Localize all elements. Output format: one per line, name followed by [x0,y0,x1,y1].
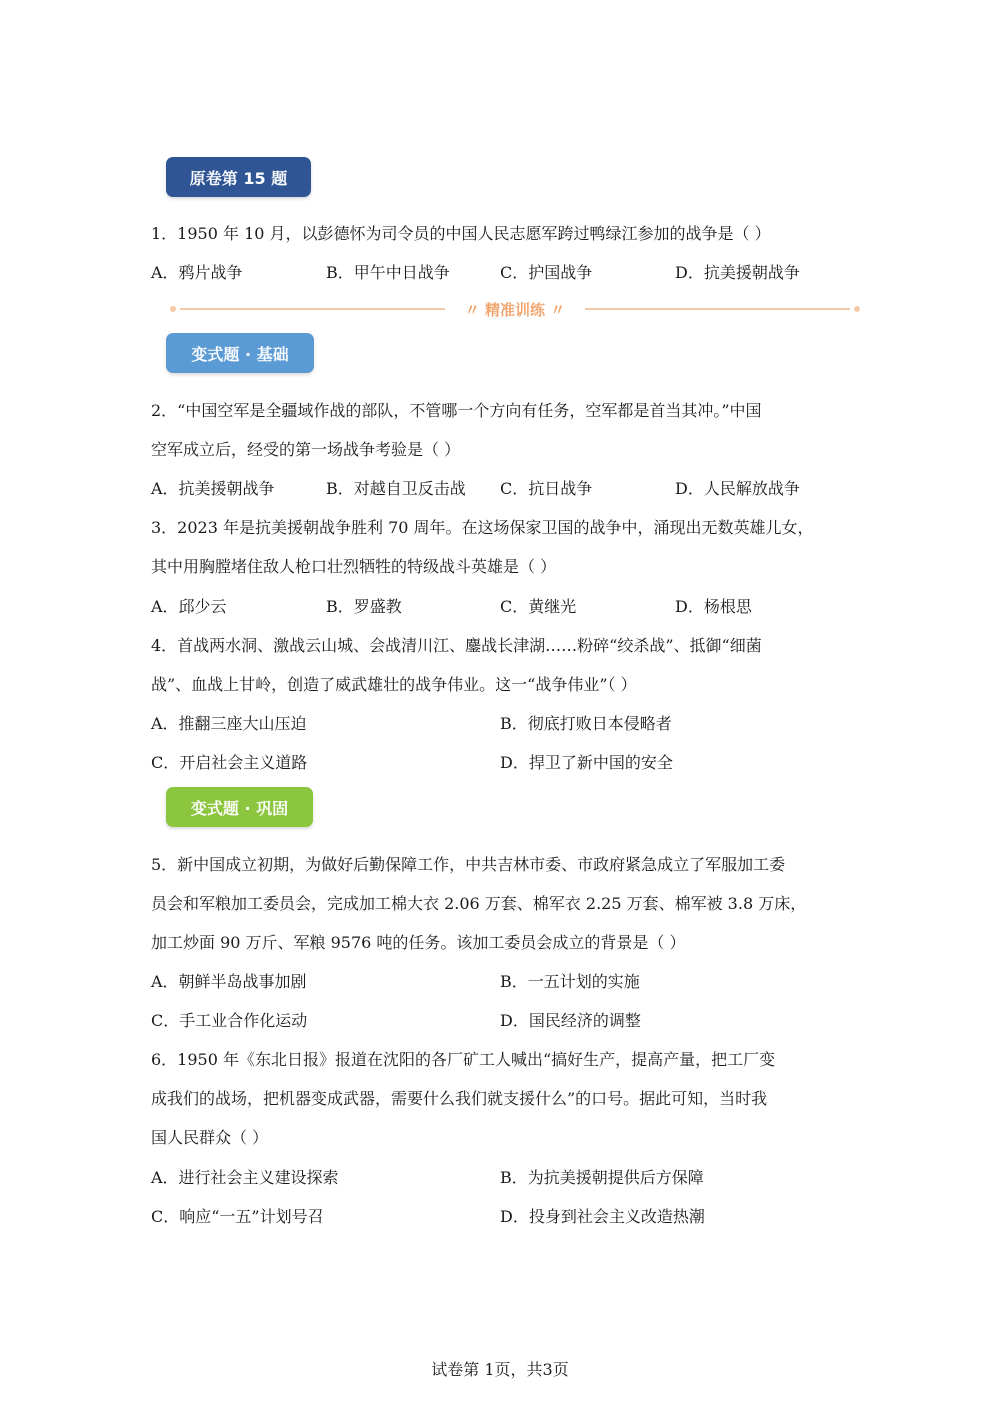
divider-line-right [585,308,850,310]
divider-label: 〃 精准训练 〃 [464,301,566,319]
q1-option-a: A．鸦片战争 [151,263,243,282]
q2-option-a: A．抗美援朝战争 [151,479,275,498]
question-5-line-2: 员会和军粮加工委员会，完成加工棉大衣 2.06 万套、棉军衣 2.25 万套、棉军被 3.8 万床， [151,894,807,913]
section-divider [170,299,860,319]
q6-option-b: B．为抗美援朝提供后方保障 [500,1168,704,1187]
question-4-line-1: 4．首战两水洞、激战云山城、会战清川江、鏖战长津湖……粉碎“绞杀战”、抵御“细菌 [151,636,762,655]
q4-option-c: C．开启社会主义道路 [151,753,308,772]
question-5-line-3: 加工炒面 90 万斤、军粮 9576 吨的任务。该加工委员会成立的背景是（ ） [151,933,686,952]
q1-option-b: B．甲午中日战争 [326,263,450,282]
q6-option-d: D．投身到社会主义改造热潮 [500,1207,705,1226]
question-3-line-1: 3．2023 年是抗美援朝战争胜利 70 周年。在这场保家卫国的战争中，涌现出无数英雄儿女， [151,518,814,537]
question-3-line-2: 其中用胸膛堵住敌人枪口壮烈牺牲的特级战斗英雄是（ ） [151,557,557,576]
section-tag-original: 原卷第 15 题 [166,157,311,197]
q3-option-a: A．邱少云 [151,597,227,616]
q4-option-b: B．彻底打败日本侵略者 [500,714,672,733]
q5-option-a: A．朝鲜半岛战事加剧 [151,972,307,991]
divider-dot-left [170,306,176,312]
question-1-line-1: 1．1950 年 10 月，以彭德怀为司令员的中国人民志愿军跨过鸭绿江参加的战争是（ ） [151,224,771,243]
question-6-line-1: 6．1950 年《东北日报》报道在沈阳的各厂矿工人喊出“搞好生产，提高产量，把工厂变 [151,1050,776,1069]
q2-option-b: B．对越自卫反击战 [326,479,466,498]
section-tag-basic: 变式题 · 基础 [166,333,314,373]
q3-option-d: D．杨根思 [675,597,752,616]
question-2-line-2: 空军成立后，经受的第一场战争考验是（ ） [151,440,461,459]
q3-option-c: C．黄继光 [500,597,577,616]
q2-option-d: D．人民解放战争 [675,479,800,498]
q6-option-c: C．响应“一五”计划号召 [151,1207,324,1226]
q2-option-c: C．抗日战争 [500,479,593,498]
q5-option-c: C．手工业合作化运动 [151,1011,308,1030]
q5-option-d: D．国民经济的调整 [500,1011,641,1030]
question-6-line-3: 国人民群众（ ） [151,1128,269,1147]
q1-option-c: C．护国战争 [500,263,593,282]
q1-option-d: D．抗美援朝战争 [675,263,800,282]
q6-option-a: A．进行社会主义建设探索 [151,1168,339,1187]
question-2-line-1: 2．“中国空军是全疆域作战的部队，不管哪一个方向有任务，空军都是首当其冲。”中国 [151,401,762,420]
q4-option-d: D．捍卫了新中国的安全 [500,753,673,772]
divider-line-left [180,308,445,310]
question-5-line-1: 5．新中国成立初期，为做好后勤保障工作，中共吉林市委、市政府紧急成立了军服加工委 [151,855,786,874]
page-footer: 试卷第 1页，共3页 [431,1360,569,1379]
question-4-line-2: 战”、血战上甘岭，创造了威武雄壮的战争伟业。这一“战争伟业”（ ） [151,675,637,694]
divider-dot-right [854,306,860,312]
question-6-line-2: 成我们的战场，把机器变成武器，需要什么我们就支援什么”的口号。据此可知，当时我 [151,1089,768,1108]
q5-option-b: B．一五计划的实施 [500,972,640,991]
q4-option-a: A．推翻三座大山压迫 [151,714,307,733]
section-tag-consolidate: 变式题 · 巩固 [166,787,313,827]
q3-option-b: B．罗盛教 [326,597,402,616]
